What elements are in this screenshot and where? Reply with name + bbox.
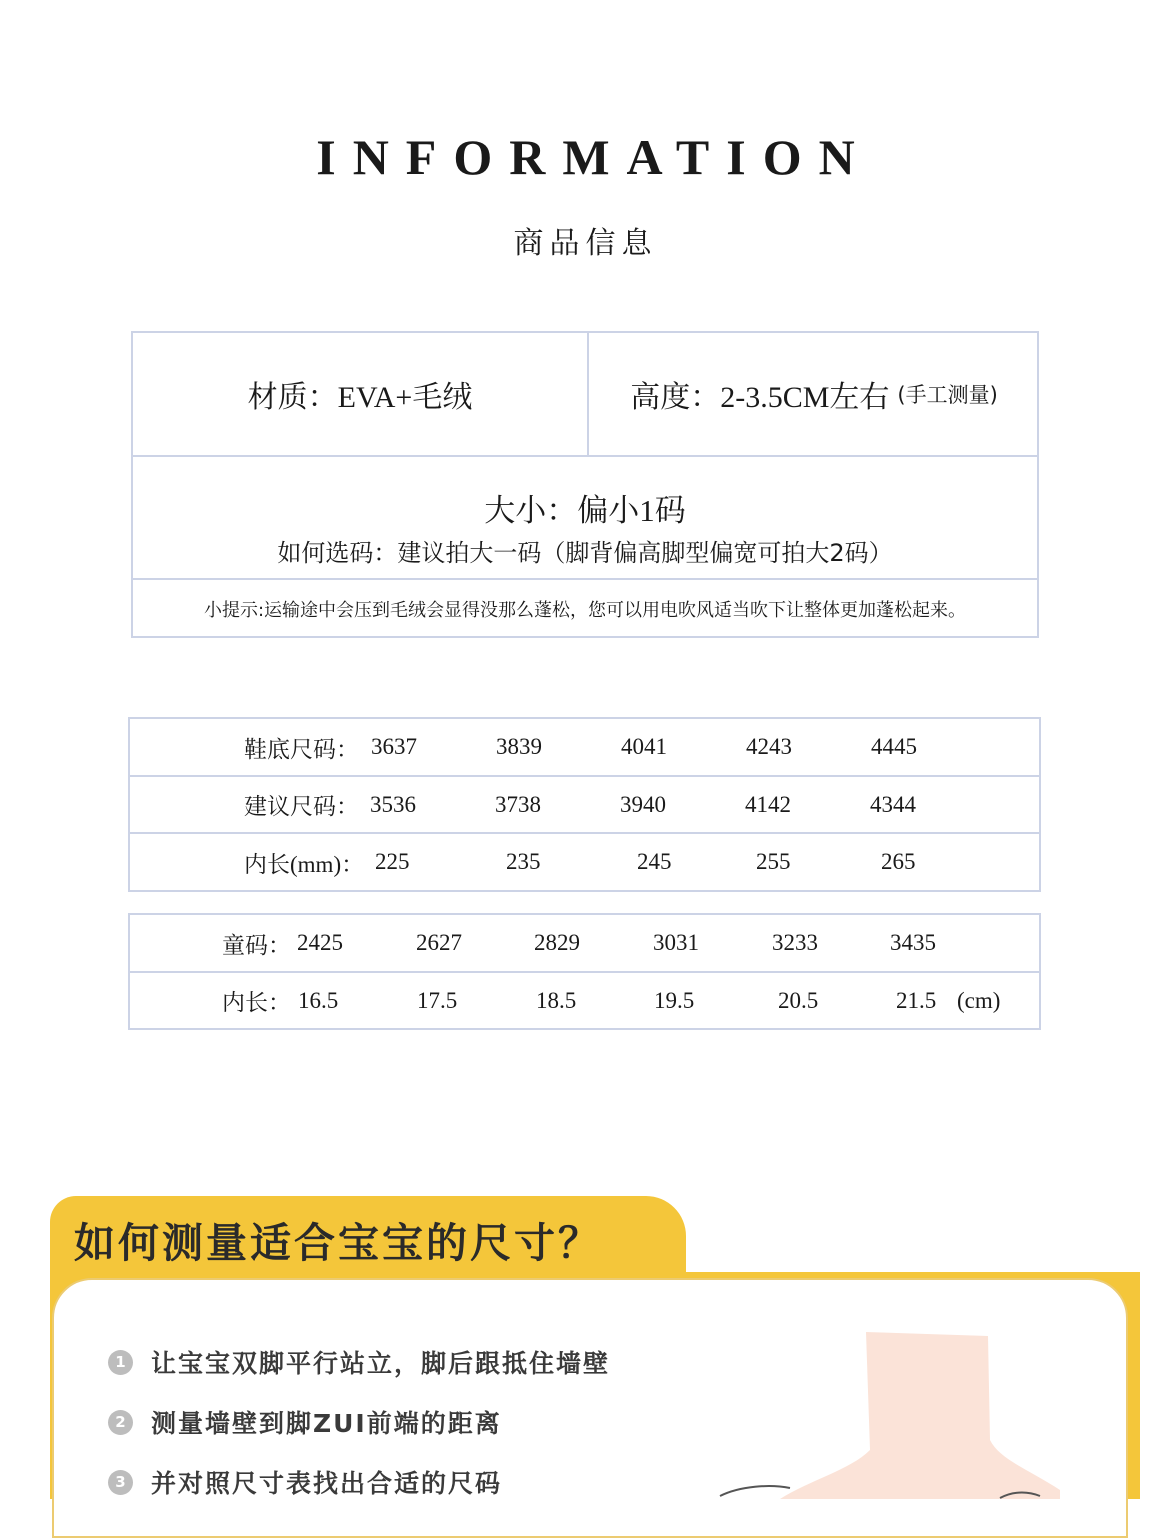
table-cell: 245 [637, 849, 672, 874]
table-row [130, 834, 1039, 892]
row-label: 内长： [222, 990, 291, 1016]
table-cell: 18.5 [536, 987, 577, 1013]
step-item-1 [108, 1344, 610, 1380]
table-cell: 2829 [534, 930, 580, 955]
height-text: 高度：2-3.5CM左右 [630, 381, 890, 414]
row-label: 内长(mm)： [244, 851, 365, 877]
leg-illustration-icon [700, 1320, 1120, 1499]
size-text: 大小：偏小1码 [484, 493, 686, 528]
table-cell: 3839 [496, 734, 542, 759]
kids-size-table [128, 913, 1041, 1030]
table-row [130, 973, 1039, 1030]
material-cell [133, 333, 587, 455]
info-row-tip [133, 580, 1037, 638]
step-number-icon: 1 [108, 1350, 133, 1375]
info-row-material-height [133, 333, 1037, 457]
table-cell: 3738 [495, 791, 541, 817]
table-cell: 4344 [870, 791, 916, 817]
adult-size-table [128, 717, 1041, 892]
step-text: 让宝宝双脚平行站立，脚后跟抵住墙壁 [151, 1349, 611, 1378]
table-row [130, 719, 1039, 777]
table-cell: 265 [881, 849, 916, 874]
page-title: INFORMATION [316, 129, 872, 185]
table-cell: 4041 [621, 734, 667, 759]
row-label: 建议尺码： [244, 794, 359, 820]
table-cell: 3940 [620, 791, 666, 817]
measure-title: 如何测量适合宝宝的尺寸？ [74, 1219, 602, 1267]
table-row [130, 777, 1039, 834]
table-cell: 3435 [890, 930, 936, 955]
table-cell: 4142 [745, 791, 791, 817]
table-cell: 3536 [370, 791, 416, 817]
material-text: 材质：EVA+毛绒 [247, 381, 473, 414]
table-cell: 2627 [416, 930, 462, 955]
table-cell: 16.5 [298, 987, 339, 1013]
height-note: (手工测量) [897, 383, 998, 407]
tip-text: 小提示:运输途中会压到毛绒会显得没那么蓬松，您可以用电吹风适当吹下让整体更加蓬松起来。 [203, 600, 967, 621]
table-cell: 17.5 [417, 987, 458, 1013]
step-text: 并对照尺寸表找出合适的尺码 [151, 1469, 503, 1498]
table-cell: 3031 [653, 930, 699, 955]
table-cell: 20.5 [778, 987, 819, 1013]
step-text: 测量墙壁到脚ZUI前端的距离 [151, 1409, 502, 1438]
table-row [130, 915, 1039, 973]
table-cell: 3637 [371, 734, 417, 759]
table-cell: 225 [375, 849, 410, 874]
row-label: 鞋底尺码： [244, 736, 359, 763]
unit-label: (cm) [957, 987, 1001, 1013]
table-cell: 4445 [871, 734, 917, 759]
step-item-2 [108, 1404, 502, 1440]
table-cell: 19.5 [654, 987, 695, 1013]
step-number-icon: 3 [108, 1470, 133, 1495]
table-cell: 2425 [297, 930, 343, 955]
step-item-3 [108, 1464, 502, 1500]
table-cell: 21.5 [896, 987, 937, 1013]
table-cell: 235 [506, 849, 541, 874]
height-cell [589, 333, 1039, 455]
step-number-icon: 2 [108, 1410, 133, 1435]
table-cell: 3233 [772, 930, 818, 955]
row-label: 童码： [222, 932, 291, 959]
product-info-box [131, 331, 1039, 638]
table-cell: 255 [756, 849, 791, 874]
page-subtitle: 商品信息 [513, 226, 658, 261]
info-row-size [133, 457, 1037, 580]
table-cell: 4243 [746, 734, 792, 759]
howto-text: 如何选码：建议拍大一码（脚背偏高脚型偏宽可拍大2码） [277, 539, 893, 567]
